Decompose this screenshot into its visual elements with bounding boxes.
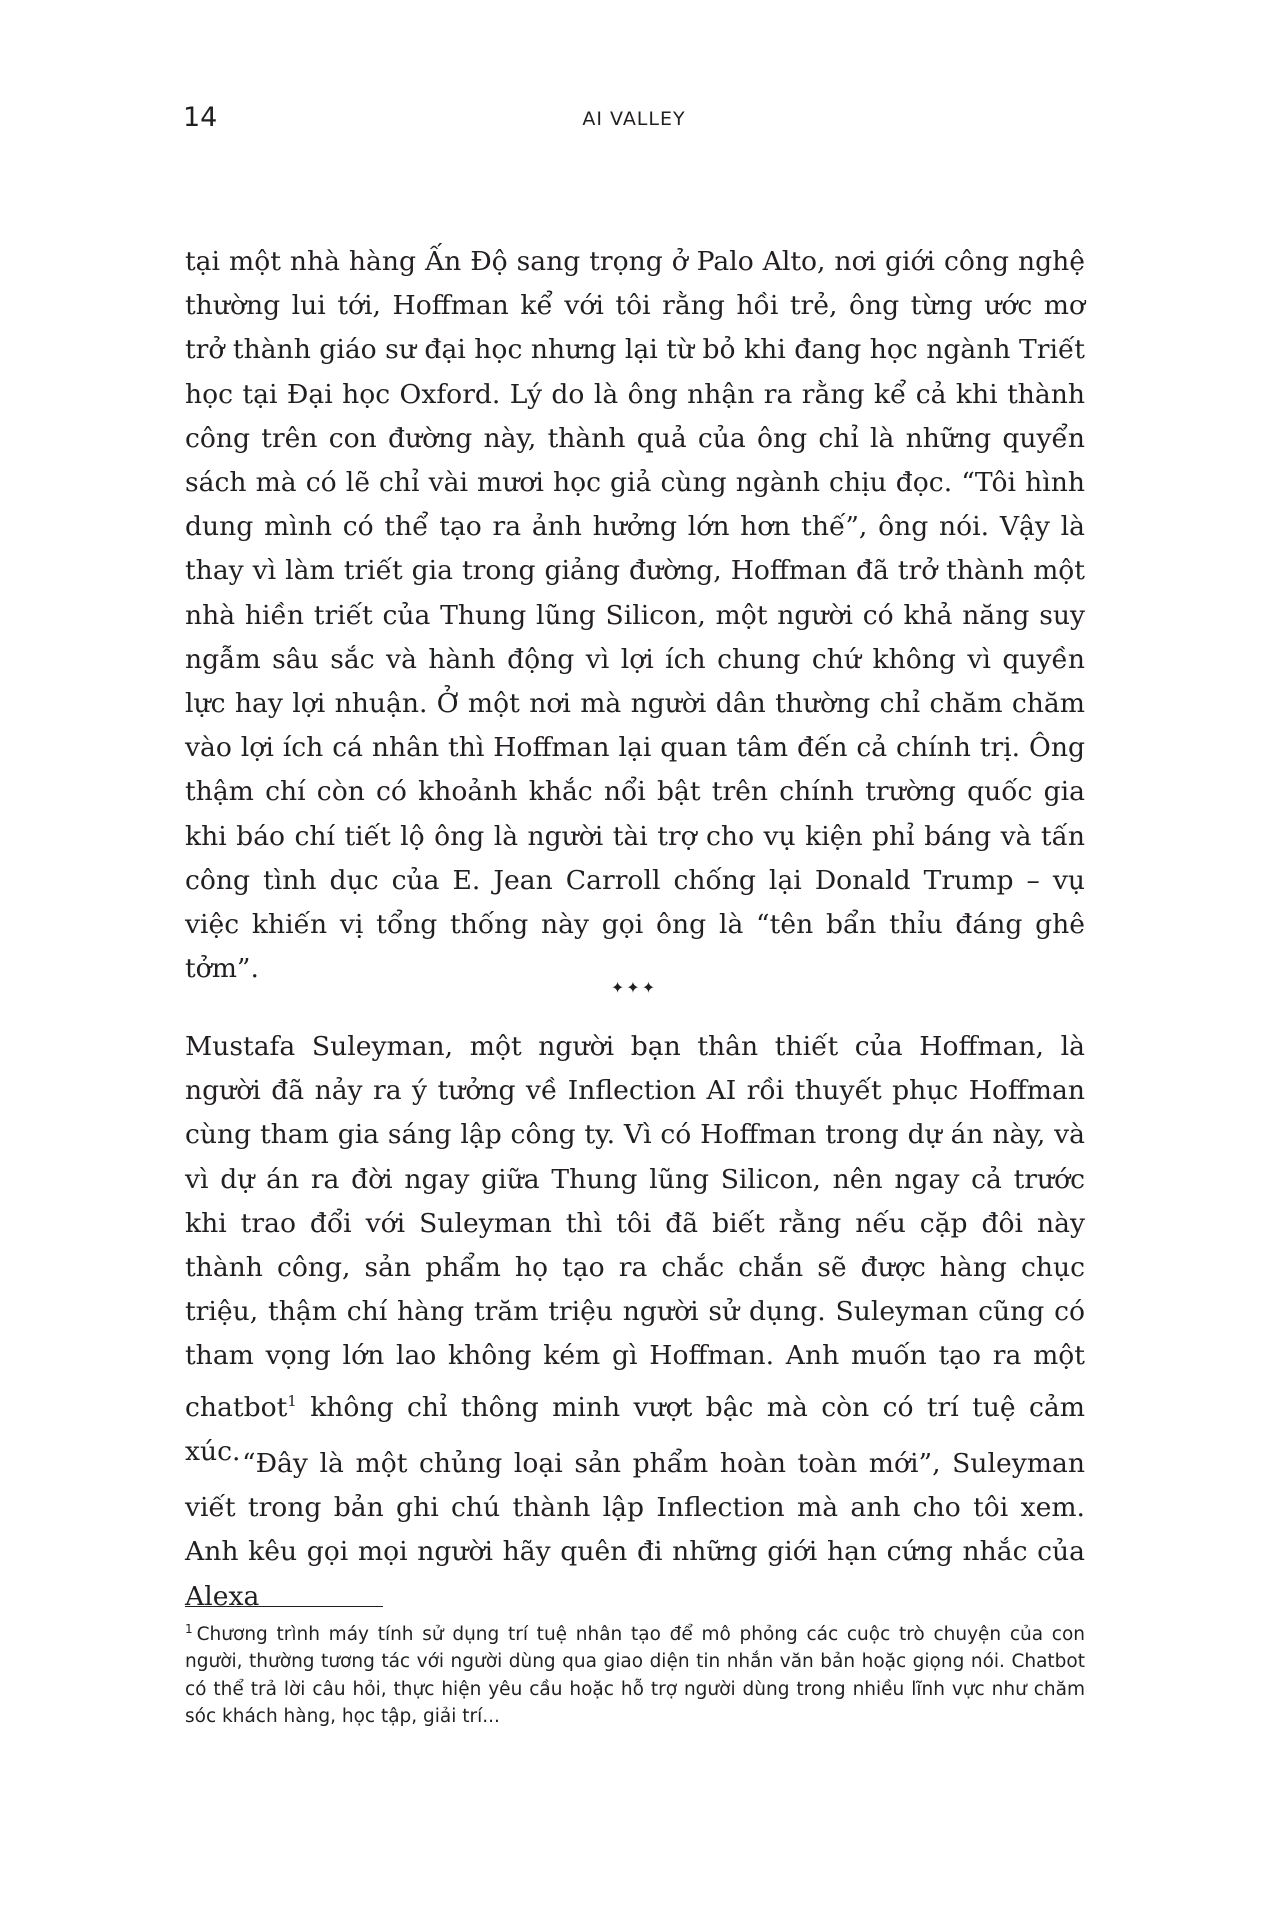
paragraph-hoffman-background [185, 240, 1085, 991]
footnote-divider [185, 1606, 383, 1607]
scene-break-ornament: ✦✦✦ [610, 978, 658, 997]
paragraph-inflection-memo [185, 1442, 1085, 1619]
paragraph-text: tại một nhà hàng Ấn Độ sang trọng ở Palo Alto, nơi giới công nghệ thường lui tới, Hoffman kể với tôi rằng hồi trẻ, ông từng ước mơ trở thành giáo sư đại học nhưng lại từ bỏ khi đang học ngành Triết học tại Đại học Oxford. Lý do là ông nhận ra rằng kể cả khi thành công trên con đường này, thành quả của ông chỉ là những quyển sách mà có lẽ chỉ vài mươi học giả cùng ngành chịu đọc. “Tôi hình dung mình có thể tạo ra ảnh hưởng lớn hơn thế”, ông nói. Vậy là thay vì làm triết gia trong giảng đường, Hoffman đã trở thành một nhà hiền triết của Thung lũng Silicon, một người có khả năng suy ngẫm sâu sắc và hành động vì lợi ích chung chứ không vì quyền lực hay lợi nhuận. Ở một nơi mà người dân thường chỉ chăm chăm vào lợi ích cá nhân thì Hoffman lại quan tâm đến cả chính trị. Ông thậm chí còn có khoảnh khắc nổi bật trên chính trường quốc gia khi báo chí tiết lộ ông là người tài trợ cho vụ kiện phỉ báng và tấn công tình dục của E. Jean Carroll chống lại Donald Trump – vụ việc khiến vị tổng thống này gọi ông là “tên bẩn thỉu đáng ghê tởm”. [185, 246, 1085, 985]
page-number: 14 [183, 102, 218, 133]
footnote-reference: 1 [287, 1391, 297, 1410]
footnote-marker: 1 [185, 1622, 193, 1636]
footnote-text: Chương trình máy tính sử dụng trí tuệ nhân tạo để mô phỏng các cuộc trò chuyện của con người, thường tương tác với người dùng qua giao diện tin nhắn văn bản hoặc giọng nói. Chatbot có thể trả lời câu hỏi, thực hiện yêu cầu hoặc hỗ trợ người dùng trong nhiều lĩnh vực như chăm sóc khách hàng, học tập, giải trí... [185, 1624, 1085, 1727]
footnote [185, 1616, 1085, 1730]
paragraph-suleyman-intro [185, 1025, 1085, 1474]
paragraph-text: Mustafa Suleyman, một người bạn thân thiết của Hoffman, là người đã nảy ra ý tưởng về Inflection AI rồi thuyết phục Hoffman cùng tham gia sáng lập công ty. Vì có Hoffman trong dự án này, và vì dự án ra đời ngay giữa Thung lũng Silicon, nên ngay cả trước khi trao đổi với Suleyman thì tôi đã biết rằng nếu cặp đôi này thành công, sản phẩm họ tạo ra chắc chắn sẽ được hàng chục triệu, thậm chí hàng trăm triệu người sử dụng. Suleyman cũng có tham vọng lớn lao không kém gì Hoffman. Anh muốn tạo ra một chatbot [185, 1031, 1085, 1423]
paragraph-text: “Đây là một chủng loại sản phẩm hoàn toàn mới”, Suleyman viết trong bản ghi chú thành lập Inflection mà anh cho tôi xem. Anh kêu gọi mọi người hãy quên đi những giới hạn cứng nhắc của Alexa [185, 1448, 1085, 1612]
running-title: AI VALLEY [582, 108, 686, 130]
paragraph-text-continued: không chỉ thông minh vượt bậc mà còn có trí tuệ cảm xúc. [185, 1391, 1085, 1467]
